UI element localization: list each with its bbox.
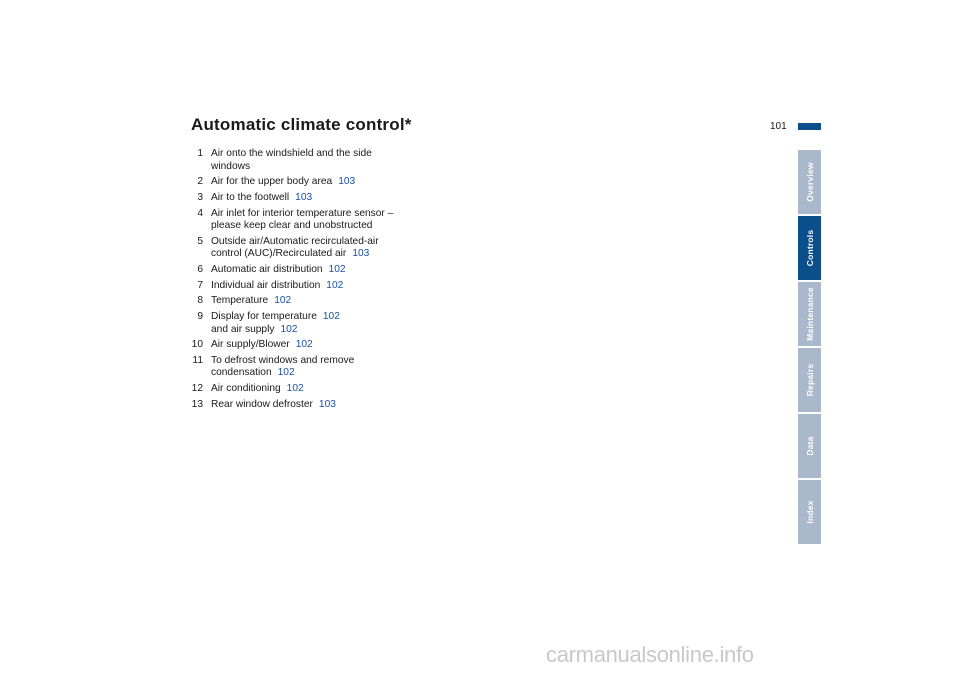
page-ref-link[interactable]: 102 <box>322 311 340 322</box>
list-item <box>173 339 403 352</box>
item-text: Temperature <box>211 295 269 307</box>
item-number: 9 <box>197 311 203 322</box>
tab-label: Maintenance <box>804 287 815 341</box>
list-item <box>173 399 403 412</box>
list-item <box>173 192 403 205</box>
item-number: 1 <box>197 148 203 159</box>
list-item <box>173 176 403 189</box>
tab-maintenance[interactable] <box>798 282 821 346</box>
tab-label: Controls <box>804 229 815 267</box>
item-text: Air supply/Blower <box>211 339 290 351</box>
list-item <box>173 280 403 293</box>
page-ref-link[interactable]: 102 <box>326 279 344 291</box>
page-ref-link[interactable]: 102 <box>328 263 346 275</box>
list-item <box>173 236 403 261</box>
tab-overview[interactable] <box>798 150 821 214</box>
item-number: 2 <box>197 176 203 188</box>
item-text: Air conditioning <box>211 383 281 395</box>
page-ref-link[interactable]: 102 <box>274 295 292 307</box>
page-title: Automatic climate control* <box>191 115 412 134</box>
list-item <box>173 295 403 308</box>
page-ref-link[interactable]: 102 <box>295 339 313 351</box>
item-text: To defrost windows and remove condensation <box>211 354 355 379</box>
item-text: Air inlet for interior temperature sensor – please keep clear and unobstructed <box>211 207 394 232</box>
tab-repairs[interactable] <box>798 348 821 412</box>
item-number: 6 <box>197 263 203 275</box>
list-item <box>173 264 403 277</box>
item-text: Display for temperature <box>211 311 317 322</box>
item-number: 10 <box>191 339 203 351</box>
item-text: Individual air distribution <box>211 279 321 291</box>
item-text-continued: and air supply <box>211 323 275 335</box>
item-number: 13 <box>191 398 203 410</box>
item-text: Rear window defroster <box>211 398 313 410</box>
tab-label: Index <box>804 500 815 524</box>
item-number: 11 <box>192 354 203 366</box>
tab-label: Repairs <box>804 363 815 397</box>
list-item <box>173 311 403 336</box>
page-ref-link[interactable]: 103 <box>318 398 336 410</box>
list-item <box>173 355 403 380</box>
page-ref-link[interactable]: 103 <box>295 191 313 203</box>
tab-controls[interactable] <box>798 216 821 280</box>
legend-list <box>173 148 403 414</box>
page-ref-link[interactable]: 102 <box>286 383 304 395</box>
page-ref-link[interactable]: 103 <box>338 176 356 188</box>
tab-label: Overview <box>804 162 815 202</box>
item-number: 5 <box>197 235 203 247</box>
page-ref-link[interactable]: 102 <box>277 367 295 379</box>
item-text: Outside air/Automatic recirculated-air control (AUC)/Recirculated air <box>211 235 379 260</box>
item-text: Automatic air distribution <box>211 263 323 275</box>
list-item <box>173 148 403 173</box>
item-text: Air for the upper body area <box>211 176 333 188</box>
item-text: Air to the footwell <box>211 191 290 203</box>
page-marker <box>798 123 821 130</box>
item-number: 7 <box>197 279 203 291</box>
item-number: 4 <box>197 207 203 219</box>
tab-data[interactable] <box>798 414 821 478</box>
list-item <box>173 208 403 233</box>
page-number: 101 <box>770 121 787 132</box>
item-text: Air onto the windshield and the side windows <box>211 148 372 172</box>
item-number: 3 <box>197 191 203 203</box>
list-item <box>173 383 403 396</box>
item-number: 12 <box>191 383 203 395</box>
tab-label: Data <box>804 436 815 456</box>
page-ref-link[interactable]: 102 <box>280 323 298 335</box>
item-number: 8 <box>197 295 203 307</box>
section-nav <box>798 150 821 546</box>
tab-index[interactable] <box>798 480 821 544</box>
page-ref-link[interactable]: 103 <box>352 248 370 260</box>
watermark: carmanualsonline.info <box>546 642 754 667</box>
